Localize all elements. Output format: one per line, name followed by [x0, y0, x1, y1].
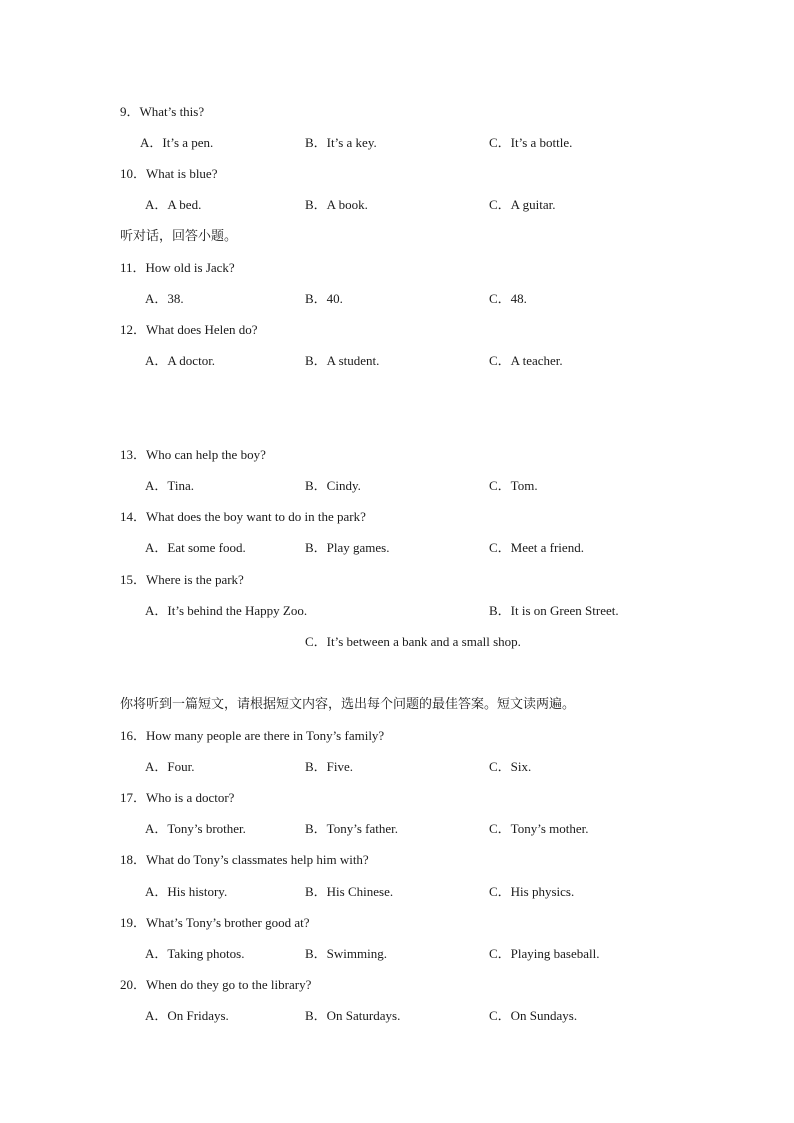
q12-option-b: B．A student.: [305, 353, 380, 368]
question-10: 10．What is blue?: [120, 166, 218, 181]
question-13: 13．Who can help the boy?: [120, 447, 266, 462]
question-14: 14．What does the boy want to do in the park?: [120, 509, 366, 524]
q18-option-c: C．His physics.: [489, 884, 575, 899]
q13-option-a: A．Tina.: [145, 478, 195, 493]
q19-option-b: B．Swimming.: [305, 946, 387, 961]
q11-option-a: A．38.: [145, 291, 184, 306]
question-19: 19．What’s Tony’s brother good at?: [120, 915, 310, 930]
q14-option-a: A．Eat some food.: [145, 540, 246, 555]
question-15: 15．Where is the park?: [120, 572, 244, 587]
q14-option-c: C．Meet a friend.: [489, 540, 584, 555]
question-16: 16．How many people are there in Tony’s family?: [120, 728, 385, 743]
q9-option-b: B．It’s a key.: [305, 135, 377, 150]
question-20: 20．When do they go to the library?: [120, 977, 312, 992]
q17-option-b: B．Tony’s father.: [305, 821, 398, 836]
question-12: 12．What does Helen do?: [120, 322, 258, 337]
section-instruction-dialogue: 听对话，回答小题。: [120, 229, 238, 244]
q17-option-c: C．Tony’s mother.: [489, 821, 589, 836]
q15-option-c: C．It’s between a bank and a small shop.: [305, 634, 521, 649]
q14-option-b: B．Play games.: [305, 540, 390, 555]
question-18: 18．What do Tony’s classmates help him with?: [120, 852, 369, 867]
q10-option-c: C．A guitar.: [489, 197, 556, 212]
question-9: 9．What’s this?: [120, 104, 205, 119]
q18-option-a: A．His history.: [145, 884, 228, 899]
q12-option-c: C．A teacher.: [489, 353, 563, 368]
q9-option-a: A．It’s a pen.: [140, 135, 214, 150]
q9-option-c: C．It’s a bottle.: [489, 135, 573, 150]
q17-option-a: A．Tony’s brother.: [145, 821, 246, 836]
q13-option-c: C．Tom.: [489, 478, 538, 493]
q11-option-c: C．48.: [489, 291, 527, 306]
section-instruction-passage: 你将听到一篇短文，请根据短文内容，选出每个问题的最佳答案。短文读两遍。: [120, 697, 576, 712]
q19-option-a: A．Taking photos.: [145, 946, 245, 961]
question-11: 11．How old is Jack?: [120, 260, 235, 275]
q18-option-b: B．His Chinese.: [305, 884, 394, 899]
q11-option-b: B．40.: [305, 291, 343, 306]
q13-option-b: B．Cindy.: [305, 478, 361, 493]
q16-option-a: A．Four.: [145, 759, 195, 774]
q20-option-a: A．On Fridays.: [145, 1008, 229, 1023]
q20-option-b: B．On Saturdays.: [305, 1008, 401, 1023]
q16-option-c: C．Six.: [489, 759, 532, 774]
q15-option-a: A．It’s behind the Happy Zoo.: [145, 603, 308, 618]
q10-option-b: B．A book.: [305, 197, 368, 212]
q12-option-a: A．A doctor.: [145, 353, 216, 368]
q19-option-c: C．Playing baseball.: [489, 946, 600, 961]
q20-option-c: C．On Sundays.: [489, 1008, 578, 1023]
q15-option-b: B．It is on Green Street.: [489, 603, 619, 618]
q10-option-a: A．A bed.: [145, 197, 202, 212]
question-17: 17．Who is a doctor?: [120, 790, 235, 805]
q16-option-b: B．Five.: [305, 759, 354, 774]
